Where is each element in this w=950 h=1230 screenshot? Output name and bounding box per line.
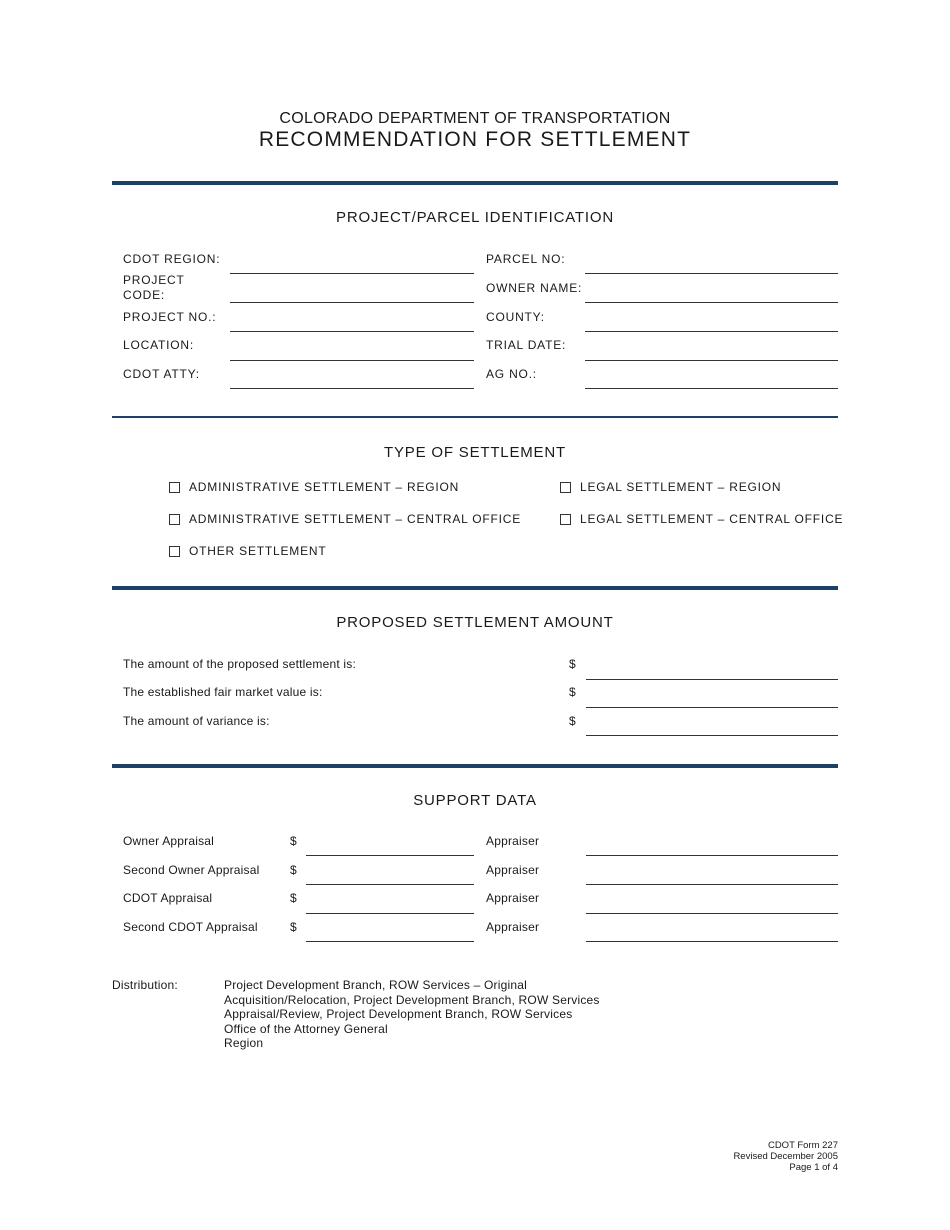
- trial-date-label: TRIAL DATE:: [486, 338, 567, 352]
- section-divider: [112, 764, 838, 768]
- project-code-field[interactable]: [230, 302, 474, 303]
- appraiser-label: Appraiser: [486, 920, 540, 934]
- section-divider: [112, 181, 838, 185]
- variance-label: The amount of variance is:: [123, 714, 270, 728]
- admin-region-label: ADMINISTRATIVE SETTLEMENT – REGION: [189, 480, 460, 494]
- project-code-label-line1: PROJECT: [123, 273, 185, 287]
- form-footer: [733, 1140, 838, 1173]
- currency-symbol: $: [569, 685, 576, 699]
- county-label: COUNTY:: [486, 310, 545, 324]
- department-name: COLORADO DEPARTMENT OF TRANSPORTATION: [279, 110, 671, 127]
- parcel-no-label: PARCEL NO:: [486, 252, 566, 266]
- page-number: Page 1 of 4: [789, 1162, 838, 1173]
- ag-no-label: AG NO.:: [486, 367, 537, 381]
- location-label: LOCATION:: [123, 338, 194, 352]
- currency-symbol: $: [569, 657, 576, 671]
- distribution-item: Region: [224, 1036, 264, 1050]
- proposed-settlement-label: The amount of the proposed settlement is:: [123, 657, 356, 671]
- other-settlement-checkbox[interactable]: [169, 546, 180, 557]
- cdot-atty-field[interactable]: [230, 388, 474, 389]
- section-divider: [112, 416, 838, 418]
- settlement-type-section-title: TYPE OF SETTLEMENT: [384, 444, 566, 461]
- project-no-label: PROJECT NO.:: [123, 310, 217, 324]
- second-cdot-appraiser-field[interactable]: [586, 941, 838, 942]
- project-code-label: [123, 273, 185, 303]
- second-owner-appraisal-label: Second Owner Appraisal: [123, 863, 260, 877]
- other-settlement-label: OTHER SETTLEMENT: [189, 544, 327, 558]
- form-title: RECOMMENDATION FOR SETTLEMENT: [258, 128, 692, 151]
- distribution-list: [224, 978, 600, 1051]
- cdot-appraiser-field[interactable]: [586, 913, 838, 914]
- cdot-atty-label: CDOT ATTY:: [123, 367, 200, 381]
- trial-date-field[interactable]: [585, 360, 838, 361]
- amount-section-title: PROPOSED SETTLEMENT AMOUNT: [336, 614, 614, 631]
- legal-region-checkbox[interactable]: [560, 482, 571, 493]
- cdot-region-label: CDOT REGION:: [123, 252, 221, 266]
- location-field[interactable]: [230, 360, 474, 361]
- project-no-field[interactable]: [230, 331, 474, 332]
- currency-symbol: $: [290, 920, 297, 934]
- currency-symbol: $: [290, 891, 297, 905]
- cdot-region-field[interactable]: [230, 273, 474, 274]
- second-owner-appraiser-field[interactable]: [586, 884, 838, 885]
- support-section-title: SUPPORT DATA: [413, 792, 537, 809]
- admin-central-label: ADMINISTRATIVE SETTLEMENT – CENTRAL OFFICE: [189, 512, 522, 526]
- owner-name-field[interactable]: [585, 302, 838, 303]
- legal-region-label: LEGAL SETTLEMENT – REGION: [580, 480, 782, 494]
- distribution-item: Project Development Branch, ROW Services – Original: [224, 978, 527, 992]
- form-number: CDOT Form 227: [767, 1140, 838, 1151]
- second-owner-appraisal-field[interactable]: [306, 884, 474, 885]
- cdot-appraisal-field[interactable]: [306, 913, 474, 914]
- legal-central-checkbox[interactable]: [560, 514, 571, 525]
- currency-symbol: $: [290, 863, 297, 877]
- county-field[interactable]: [585, 331, 838, 332]
- distribution-item: Acquisition/Relocation, Project Development Branch, ROW Services: [224, 992, 600, 1007]
- identification-section-title: PROJECT/PARCEL IDENTIFICATION: [336, 209, 614, 226]
- fair-market-value-field[interactable]: [586, 707, 838, 708]
- fair-market-value-label: The established fair market value is:: [123, 685, 323, 699]
- distribution-item: Appraisal/Review, Project Development Branch, ROW Services: [224, 1007, 573, 1021]
- section-divider: [112, 586, 838, 590]
- owner-appraisal-field[interactable]: [306, 855, 474, 856]
- second-cdot-appraisal-field[interactable]: [306, 941, 474, 942]
- owner-appraiser-field[interactable]: [586, 855, 838, 856]
- legal-central-label: LEGAL SETTLEMENT – CENTRAL OFFICE: [580, 512, 844, 526]
- distribution-item: Office of the Attorney General: [224, 1021, 388, 1036]
- owner-appraisal-label: Owner Appraisal: [123, 834, 215, 848]
- project-code-label-line2: CODE:: [123, 288, 166, 302]
- second-cdot-appraisal-label: Second CDOT Appraisal: [123, 920, 258, 934]
- appraiser-label: Appraiser: [486, 891, 540, 905]
- appraiser-label: Appraiser: [486, 863, 540, 877]
- distribution-label: Distribution:: [112, 978, 178, 992]
- variance-field[interactable]: [586, 735, 838, 736]
- appraiser-label: Appraiser: [486, 834, 540, 848]
- owner-name-label: OWNER NAME:: [486, 281, 583, 295]
- currency-symbol: $: [569, 714, 576, 728]
- proposed-settlement-field[interactable]: [586, 679, 838, 680]
- parcel-no-field[interactable]: [585, 273, 838, 274]
- admin-region-checkbox[interactable]: [169, 482, 180, 493]
- cdot-appraisal-label: CDOT Appraisal: [123, 891, 213, 905]
- ag-no-field[interactable]: [585, 388, 838, 389]
- currency-symbol: $: [290, 834, 297, 848]
- admin-central-checkbox[interactable]: [169, 514, 180, 525]
- revision-date: Revised December 2005: [733, 1151, 838, 1162]
